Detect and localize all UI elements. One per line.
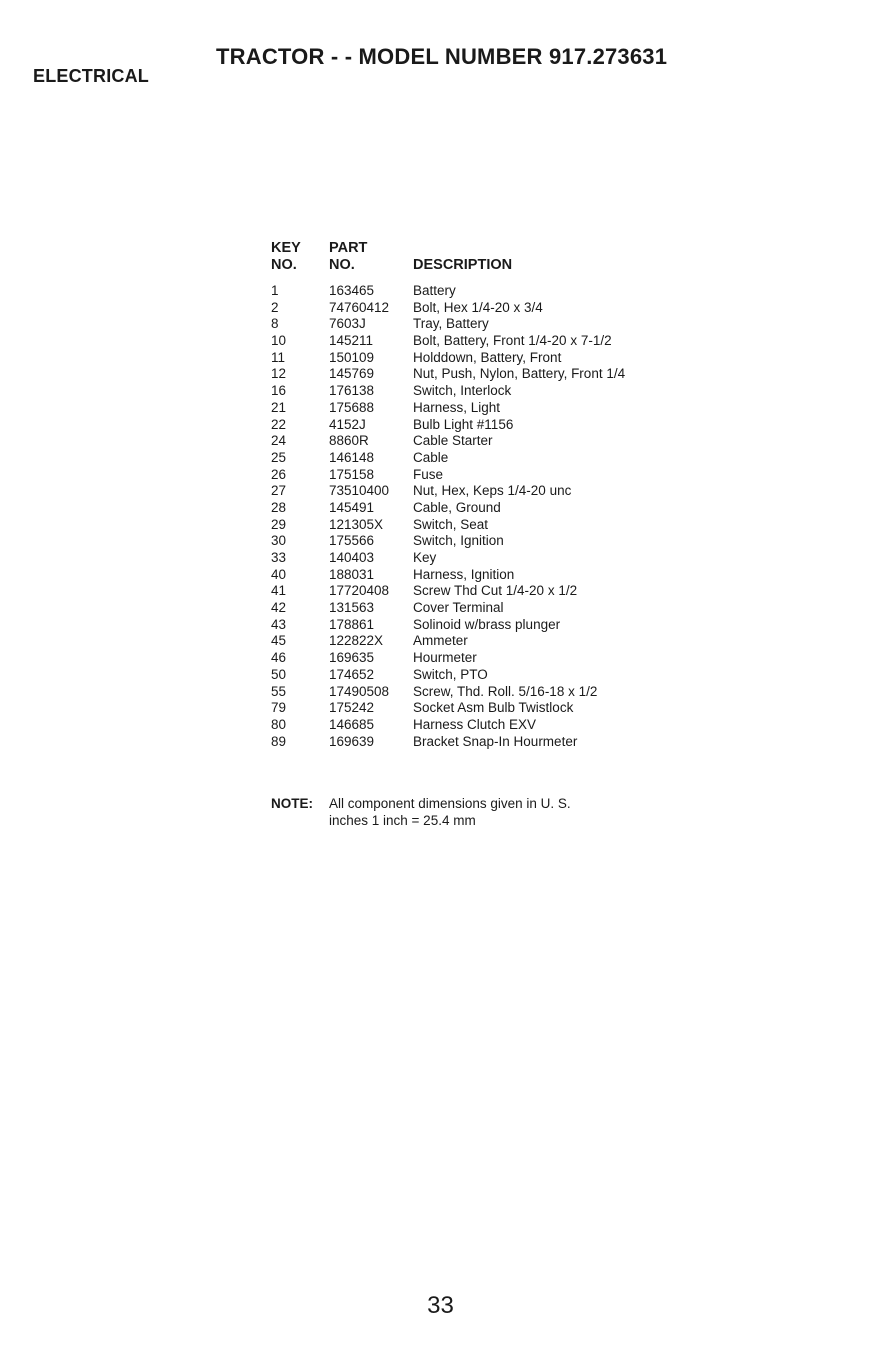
key-no-cell: 79 [271, 700, 287, 716]
table-row [271, 316, 831, 333]
part-no-cell: 146148 [329, 449, 375, 465]
page-number: 33 [427, 1292, 454, 1319]
key-no-cell: 28 [271, 499, 287, 515]
description-cell: Bolt, Hex 1/4-20 x 3/4 [413, 299, 543, 315]
table-row [271, 700, 831, 717]
key-no-cell: 2 [271, 299, 279, 315]
description-cell: Cable, Ground [413, 499, 501, 515]
part-no-cell: 121305X [329, 516, 384, 532]
key-no-cell: 11 [271, 349, 286, 365]
table-row [271, 383, 831, 400]
description-cell: Solinoid w/brass plunger [413, 616, 561, 632]
key-no-cell: 43 [271, 616, 287, 632]
part-no-cell: 7603J [329, 316, 366, 332]
section-label: ELECTRICAL [33, 66, 149, 86]
description-cell: Tray, Battery [413, 316, 489, 332]
key-no-cell: 8 [271, 316, 279, 332]
table-row [271, 717, 831, 734]
table-row [271, 300, 831, 317]
table-row [271, 550, 831, 567]
table-header-row-1 [271, 240, 831, 257]
key-no-cell: 80 [271, 716, 287, 732]
part-no-cell: 175566 [329, 533, 375, 549]
description-cell: Switch, Seat [413, 516, 489, 532]
description-cell: Cover Terminal [413, 600, 504, 616]
key-no-cell: 50 [271, 666, 287, 682]
part-no-cell: 175688 [329, 399, 375, 415]
key-no-cell: 24 [271, 433, 287, 449]
table-row [271, 600, 831, 617]
part-no-cell: 174652 [329, 666, 375, 682]
description-cell: Harness, Ignition [413, 566, 515, 582]
part-no-cell: 73510400 [329, 483, 390, 499]
part-no-cell: 146685 [329, 716, 375, 732]
description-cell: Battery [413, 283, 456, 298]
key-no-cell: 12 [271, 366, 287, 382]
key-no-cell: 33 [271, 550, 287, 565]
table-row [271, 483, 831, 500]
note-line-2: inches 1 inch = 25.4 mm [329, 812, 476, 828]
header-key-line2: NO. [271, 257, 297, 273]
key-no-cell: 21 [271, 399, 287, 415]
header-key-line1: KEY [271, 240, 301, 256]
part-no-cell: 169635 [329, 650, 375, 666]
part-no-cell: 74760412 [329, 299, 390, 315]
description-cell: Bolt, Battery, Front 1/4-20 x 7-1/2 [413, 333, 612, 349]
description-cell: Nut, Hex, Keps 1/4-20 unc [413, 483, 572, 499]
table-row [271, 517, 831, 534]
description-cell: Key [413, 550, 437, 565]
page-title: TRACTOR - - MODEL NUMBER 917.273631 [216, 44, 668, 69]
table-row [271, 283, 831, 300]
table-row [271, 400, 831, 417]
description-cell: Bracket Snap-In Hourmeter [413, 733, 578, 749]
table-row [271, 567, 831, 584]
part-no-cell: 131563 [329, 600, 375, 616]
part-no-cell: 145769 [329, 366, 375, 382]
description-cell: Switch, PTO [413, 666, 488, 682]
part-no-cell: 176138 [329, 383, 375, 399]
key-no-cell: 26 [271, 466, 287, 482]
table-row [271, 533, 831, 550]
description-cell: Holddown, Battery, Front [413, 349, 562, 365]
key-no-cell: 22 [271, 416, 287, 432]
description-cell: Ammeter [413, 633, 468, 649]
key-no-cell: 41 [271, 583, 287, 599]
key-no-cell: 1 [271, 283, 279, 298]
description-cell: Bulb Light #1156 [413, 416, 514, 432]
key-no-cell: 30 [271, 533, 287, 549]
table-row [271, 684, 831, 701]
part-no-cell: 122822X [329, 633, 384, 649]
part-no-cell: 175158 [329, 466, 375, 482]
key-no-cell: 46 [271, 650, 287, 666]
description-cell: Screw, Thd. Roll. 5/16-18 x 1/2 [413, 683, 598, 699]
part-no-cell: 178861 [329, 616, 375, 632]
description-cell: Nut, Push, Nylon, Battery, Front 1/4 [413, 366, 626, 382]
key-no-cell: 27 [271, 483, 287, 499]
table-header-row-2 [271, 257, 831, 274]
part-no-cell: 163465 [329, 283, 375, 298]
table-row [271, 433, 831, 450]
description-cell: Screw Thd Cut 1/4-20 x 1/2 [413, 583, 578, 599]
table-row [271, 333, 831, 350]
table-row [271, 633, 831, 650]
table-row [271, 650, 831, 667]
table-row [271, 350, 831, 367]
key-no-cell: 89 [271, 733, 287, 749]
table-row [271, 366, 831, 383]
key-no-cell: 40 [271, 566, 287, 582]
key-no-cell: 45 [271, 633, 287, 649]
table-row [271, 467, 831, 484]
part-no-cell: 188031 [329, 566, 375, 582]
description-cell: Cable [413, 449, 449, 465]
parts-table [271, 240, 831, 750]
description-cell: Switch, Ignition [413, 533, 504, 549]
table-body [271, 283, 831, 750]
description-cell: Fuse [413, 466, 444, 482]
table-row [271, 734, 831, 751]
note-text [329, 796, 629, 829]
part-no-cell: 4152J [329, 416, 366, 432]
part-no-cell: 17490508 [329, 683, 390, 699]
part-no-cell: 140403 [329, 550, 375, 565]
header-description: DESCRIPTION [413, 257, 513, 273]
key-no-cell: 10 [271, 333, 287, 349]
part-no-cell: 145491 [329, 499, 375, 515]
table-row [271, 417, 831, 434]
part-no-cell: 8860R [329, 433, 369, 449]
header-part-line2: NO. [329, 257, 355, 273]
description-cell: Socket Asm Bulb Twistlock [413, 700, 574, 716]
description-cell: Cable Starter [413, 433, 493, 449]
part-no-cell: 175242 [329, 700, 375, 716]
header-part-line1: PART [329, 240, 368, 256]
table-row [271, 583, 831, 600]
table-row [271, 667, 831, 684]
description-cell: Harness Clutch EXV [413, 716, 537, 732]
key-no-cell: 25 [271, 449, 287, 465]
part-no-cell: 169639 [329, 733, 375, 749]
note-label: NOTE: [271, 796, 313, 811]
description-cell: Hourmeter [413, 650, 477, 666]
table-row [271, 617, 831, 634]
key-no-cell: 16 [271, 383, 287, 399]
description-cell: Harness, Light [413, 399, 501, 415]
key-no-cell: 42 [271, 600, 287, 616]
part-no-cell: 17720408 [329, 583, 390, 599]
key-no-cell: 55 [271, 683, 287, 699]
part-no-cell: 145211 [329, 333, 374, 349]
note-line-1: All component dimensions given in U. S. [329, 796, 571, 811]
key-no-cell: 29 [271, 516, 287, 532]
table-row [271, 500, 831, 517]
table-row [271, 450, 831, 467]
part-no-cell: 150109 [329, 349, 375, 365]
description-cell: Switch, Interlock [413, 383, 512, 399]
